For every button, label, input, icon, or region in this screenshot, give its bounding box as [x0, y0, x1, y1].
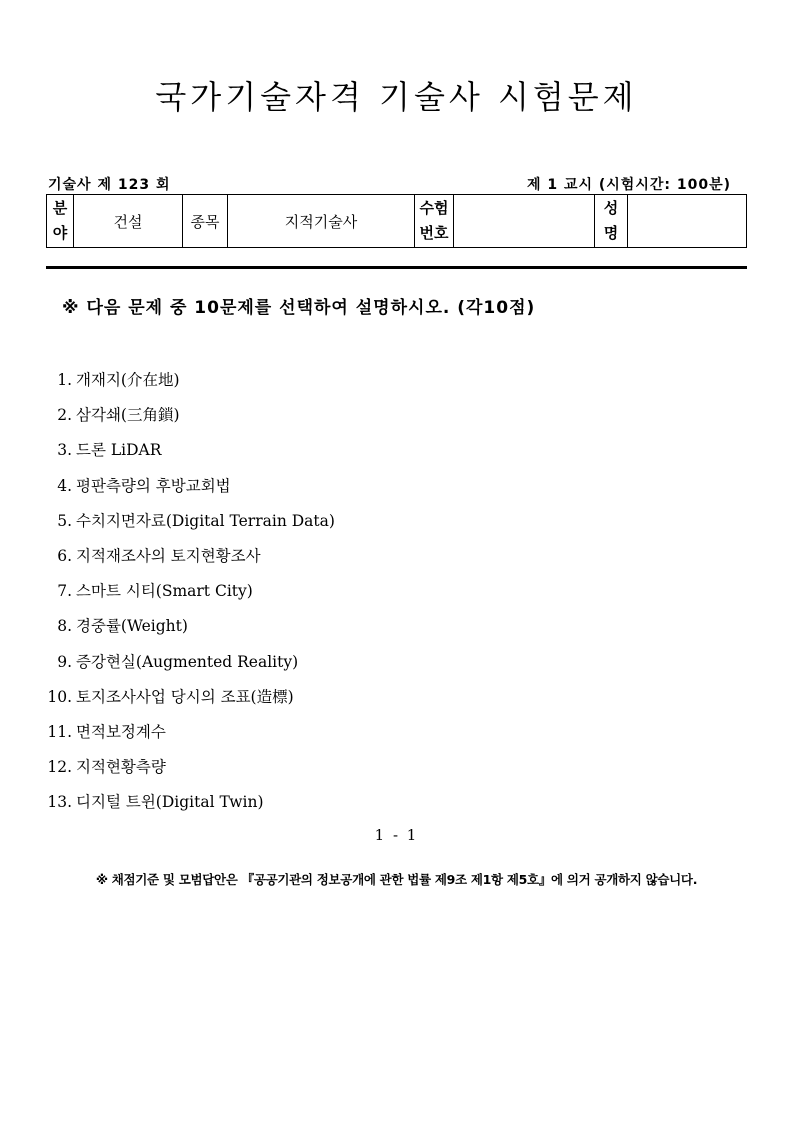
question-list	[40, 368, 335, 825]
field-value: 건설	[74, 195, 183, 248]
exam-number-label-top: 수험	[419, 199, 449, 217]
list-item	[40, 544, 335, 579]
list-item	[40, 650, 335, 685]
list-item	[40, 579, 335, 614]
question-text: 평판측량의 후방교회법	[76, 476, 231, 495]
question-text: 지적재조사의 토지현황조사	[76, 546, 261, 565]
name-label-bottom: 명	[603, 224, 619, 242]
list-item	[40, 438, 335, 473]
page-number: 1 - 1	[374, 826, 419, 844]
question-number: 11.	[47, 722, 72, 741]
footer-note: ※ 채점기준 및 모범답안은 『공공기관의 정보공개에 관한 법률 제9조 제1항 제5호』에 의거 공개하지 않습니다.	[95, 872, 698, 887]
question-number: 3.	[57, 441, 72, 460]
exam-session: 제 1 교시 (시험시간: 100분)	[526, 177, 731, 193]
question-number: 12.	[47, 758, 72, 777]
question-number: 13.	[47, 793, 72, 812]
question-text: 지적현황측량	[76, 758, 166, 777]
list-item	[40, 509, 335, 544]
question-text: 디지털 트윈(Digital Twin)	[76, 793, 264, 812]
name-label-top: 성	[603, 199, 619, 217]
category-value: 지적기술사	[228, 195, 415, 248]
question-number: 4.	[57, 476, 72, 495]
name-label-cell	[595, 195, 628, 248]
question-number: 8.	[57, 617, 72, 636]
question-text: 경중률(Weight)	[76, 617, 188, 636]
exam-info-table	[46, 194, 747, 248]
question-text: 증강현실(Augmented Reality)	[76, 652, 299, 671]
question-text: 수치지면자료(Digital Terrain Data)	[76, 511, 335, 530]
question-number: 2.	[57, 406, 72, 425]
divider	[46, 266, 747, 269]
field-label-bottom: 야	[52, 224, 68, 242]
list-item	[40, 790, 335, 825]
list-item	[40, 403, 335, 438]
question-number: 9.	[57, 652, 72, 671]
list-item	[40, 720, 335, 755]
category-label: 종목	[183, 195, 228, 248]
list-item	[40, 614, 335, 649]
question-text: 스마트 시티(Smart City)	[76, 582, 253, 601]
exam-number-label-cell	[415, 195, 454, 248]
question-text: 드론 LiDAR	[76, 441, 162, 460]
list-item	[40, 368, 335, 403]
question-number: 7.	[57, 582, 72, 601]
exam-round: 기술사 제 123 회	[48, 177, 171, 193]
question-number: 10.	[47, 687, 72, 706]
question-text: 면적보정계수	[76, 722, 166, 741]
list-item	[40, 755, 335, 790]
page-title: 국가기술자격 기술사 시험문제	[155, 78, 638, 116]
question-text: 삼각쇄(三角鎖)	[76, 406, 180, 425]
question-number: 5.	[57, 511, 72, 530]
instruction-text: ※ 다음 문제 중 10문제를 선택하여 설명하시오. (각10점)	[62, 298, 536, 318]
exam-number-field[interactable]	[454, 195, 595, 248]
question-number: 1.	[57, 371, 72, 389]
question-text: 토지조사사업 당시의 조표(造標)	[76, 687, 294, 706]
name-field[interactable]	[628, 195, 747, 248]
list-item	[40, 474, 335, 509]
question-text: 개재지(介在地)	[76, 371, 180, 389]
question-number: 6.	[57, 546, 72, 565]
field-label-cell	[47, 195, 74, 248]
exam-number-label-bottom: 번호	[419, 224, 449, 242]
list-item	[40, 685, 335, 720]
field-label-top: 분	[52, 199, 68, 217]
